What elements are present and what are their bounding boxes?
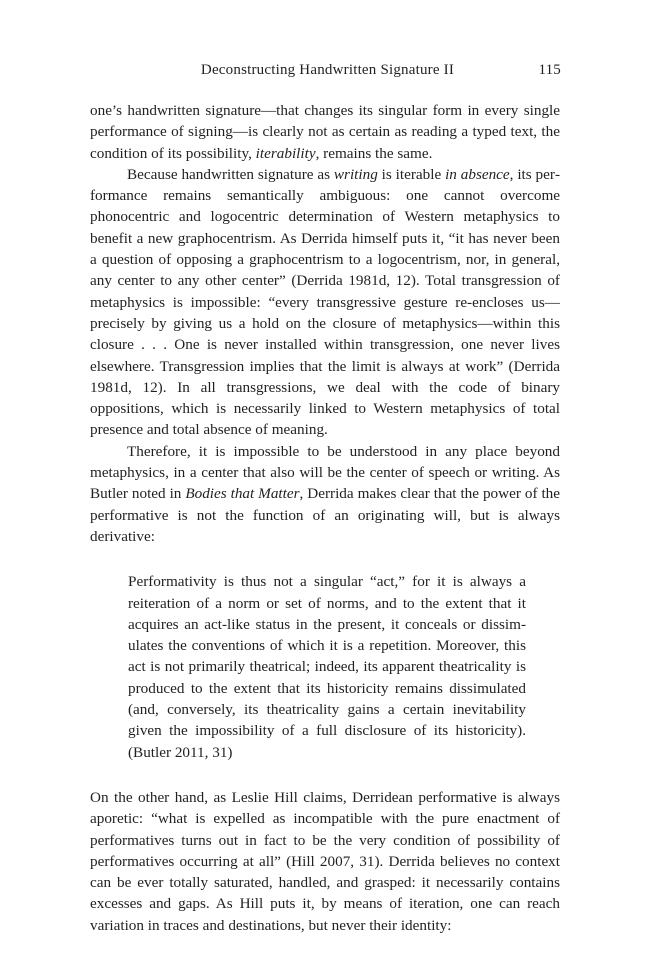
paragraph-2-text-c: , its performance remains semantically ambiguous: one cannot overcome phonocentric and logocentric determination of Western metaphysics to benefit a new graphocentrism. As Derrida himself puts it, “it has never been a question of opposing a graphocentrism to a logocentrism, nor, in general, any center to any other center” (Derrida 1981d, 12). Total transgression of metaphysics is impossible: “every transgressive gesture re-encloses us—precisely by giving us a hold on the closure of metaphysics—within this closure . . . One is never installed within transgression, one never lives elsewhere. Transgression implies that the limit is always at work” (Derrida 1981d, 12). In all transgressions, we deal with the code of binary oppositions, which is necessarily linked to Western metaphysics of total presence and total absence of meaning. [90, 165, 560, 439]
paragraph-1-end: , remains the same. [315, 144, 433, 162]
block-quote: Performativity is thus not a singular “act,” for it is always a reiteration of a norm or set of norms, and to the extent that it acquires an act-like status in the present, it conceals or dissimulates the conventions of which it is a repetition. Moreover, this act is not primarily theatrical; indeed, its apparent theatricality is produced to the extent that its historicity remains dissimulated (and, conversely, its theatricality gains a certain inevitability given the impossibility of a full disclosure of its historicity). (Butler 2011, 31) [128, 573, 526, 761]
paragraph-3 [90, 441, 560, 547]
paragraph-1-text: one’s handwritten signature—that changes its singular form in every single performance of signing—is clearly not as certain as reading a typed text, the condition of its possibility, [90, 102, 560, 162]
body-text [90, 100, 560, 936]
italic-writing: writing [333, 165, 378, 183]
page-number: 115 [538, 62, 561, 78]
paragraph-2 [90, 164, 560, 441]
paragraph-2-text-a: Because handwritten signature as [127, 165, 334, 183]
paragraph-1 [90, 100, 560, 164]
italic-iterability: iterability [255, 144, 316, 162]
paragraph-3-text-a: Therefore, it is impossible to be understood in any place beyond metaphysics, in a center that also will be the center of speech or writing. As Butler noted in [90, 442, 560, 503]
italic-bodies-that-matter: Bodies that Matter [185, 485, 300, 503]
paragraph-3-text-b: , Derrida makes clear that the power of the performative is not the function of an originating will, but is always derivative: [90, 485, 560, 545]
italic-in-absence: in absence [445, 165, 510, 183]
paragraph-4: On the other hand, as Leslie Hill claims, Derridean performative is always aporetic: “what is expelled as incompatible with the pure enactment of performatives turns out in fact to be the very condition of possibility of performatives occurring at all” (Hill 2007, 31). Derrida believes no context can be ever totally saturated, handled, and grasped: it necessarily contains excesses and gaps. As Hill puts it, by means of iteration, one can reach variation in traces and destinations, but never their identity: [90, 788, 560, 934]
running-title: Deconstructing Handwritten Signature II [200, 62, 455, 78]
paragraph-2-text-b: is iterable [377, 165, 446, 183]
running-header [90, 62, 565, 84]
